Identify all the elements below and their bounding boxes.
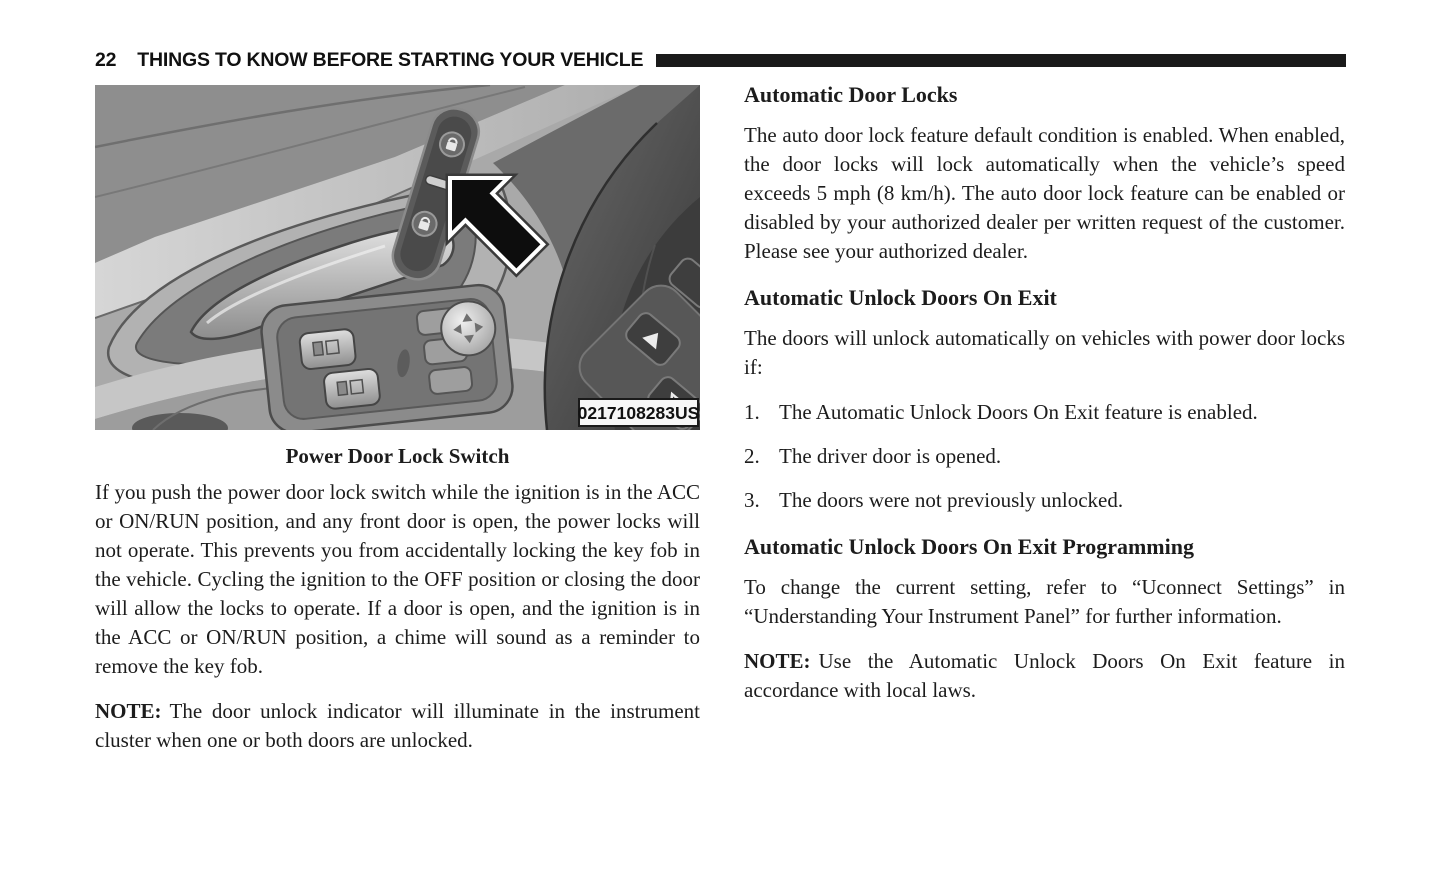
lock-switch-paragraph: If you push the power door lock switch while the ignition is in the ACC or ON/RUN position, and any front door is open, the power locks will not operate. This prevents you from accidentally locking the key fob in the vehicle. Cycling the ignition to the OFF position or closing the door will allow the locks to operate. If a door is open, and the ignition is in the ACC or ON/RUN position, a chime will sound as a reminder to remove the key fob. xyxy=(95,480,700,678)
list-item xyxy=(744,442,1345,471)
section-paragraph: To change the current setting, refer to “Uconnect Settings” in “Understanding Your Instrument Panel” for further information. xyxy=(744,575,1345,628)
list-item-number: 3. xyxy=(744,488,760,512)
image-id-label xyxy=(578,399,700,426)
header-rule-bar xyxy=(656,54,1346,67)
image-id-text: 0217108283US xyxy=(577,403,700,423)
window-switch-cluster xyxy=(259,283,515,430)
page-number: 22 xyxy=(95,48,117,71)
door-panel-illustration xyxy=(95,85,700,430)
left-column xyxy=(95,85,700,771)
section-paragraph: The doors will unlock automatically on vehicles with power door locks if: xyxy=(744,326,1345,379)
note-label: NOTE: xyxy=(95,699,162,723)
section-heading: Automatic Unlock Doors On Exit xyxy=(744,285,1057,310)
door-lock-figure xyxy=(95,85,700,430)
page-header xyxy=(95,46,1346,74)
list-item-number: 1. xyxy=(744,400,760,424)
section-auto-unlock-on-exit xyxy=(744,285,1345,515)
section-heading: Automatic Unlock Doors On Exit Programming xyxy=(744,534,1194,559)
figure-caption: Power Door Lock Switch xyxy=(285,444,510,468)
note-label: NOTE: xyxy=(744,649,811,673)
window-switch-front xyxy=(299,328,356,369)
list-item-text: The driver door is opened. xyxy=(779,444,1002,468)
list-item xyxy=(744,486,1345,515)
right-note-paragraph xyxy=(744,647,1345,705)
list-item-number: 2. xyxy=(744,444,760,468)
list-item-text: The Automatic Unlock Doors On Exit feature is enabled. xyxy=(779,400,1258,424)
list-item xyxy=(744,398,1345,427)
chapter-title: THINGS TO KNOW BEFORE STARTING YOUR VEHICLE xyxy=(137,48,644,71)
window-switch-rear xyxy=(323,368,380,409)
section-auto-unlock-programming xyxy=(744,534,1345,705)
left-note-paragraph xyxy=(95,697,700,755)
right-column xyxy=(744,82,1345,721)
note-text: Use the Automatic Unlock Doors On Exit feature in accordance with local laws. xyxy=(744,649,1345,702)
section-heading: Automatic Door Locks xyxy=(744,82,958,107)
section-paragraph: The auto door lock feature default condition is enabled. When enabled, the door locks will lock automatically when the vehicle’s speed exceeds 5 mph (8 km/h). The auto door lock feature can be enabled or disabled by your authorized dealer per written request of the customer. Please see your authorized dealer. xyxy=(744,123,1345,263)
section-automatic-door-locks xyxy=(744,82,1345,266)
note-text: The door unlock indicator will illuminate in the instrument cluster when one or both doors are unlocked. xyxy=(95,699,700,752)
list-item-text: The doors were not previously unlocked. xyxy=(779,488,1124,512)
